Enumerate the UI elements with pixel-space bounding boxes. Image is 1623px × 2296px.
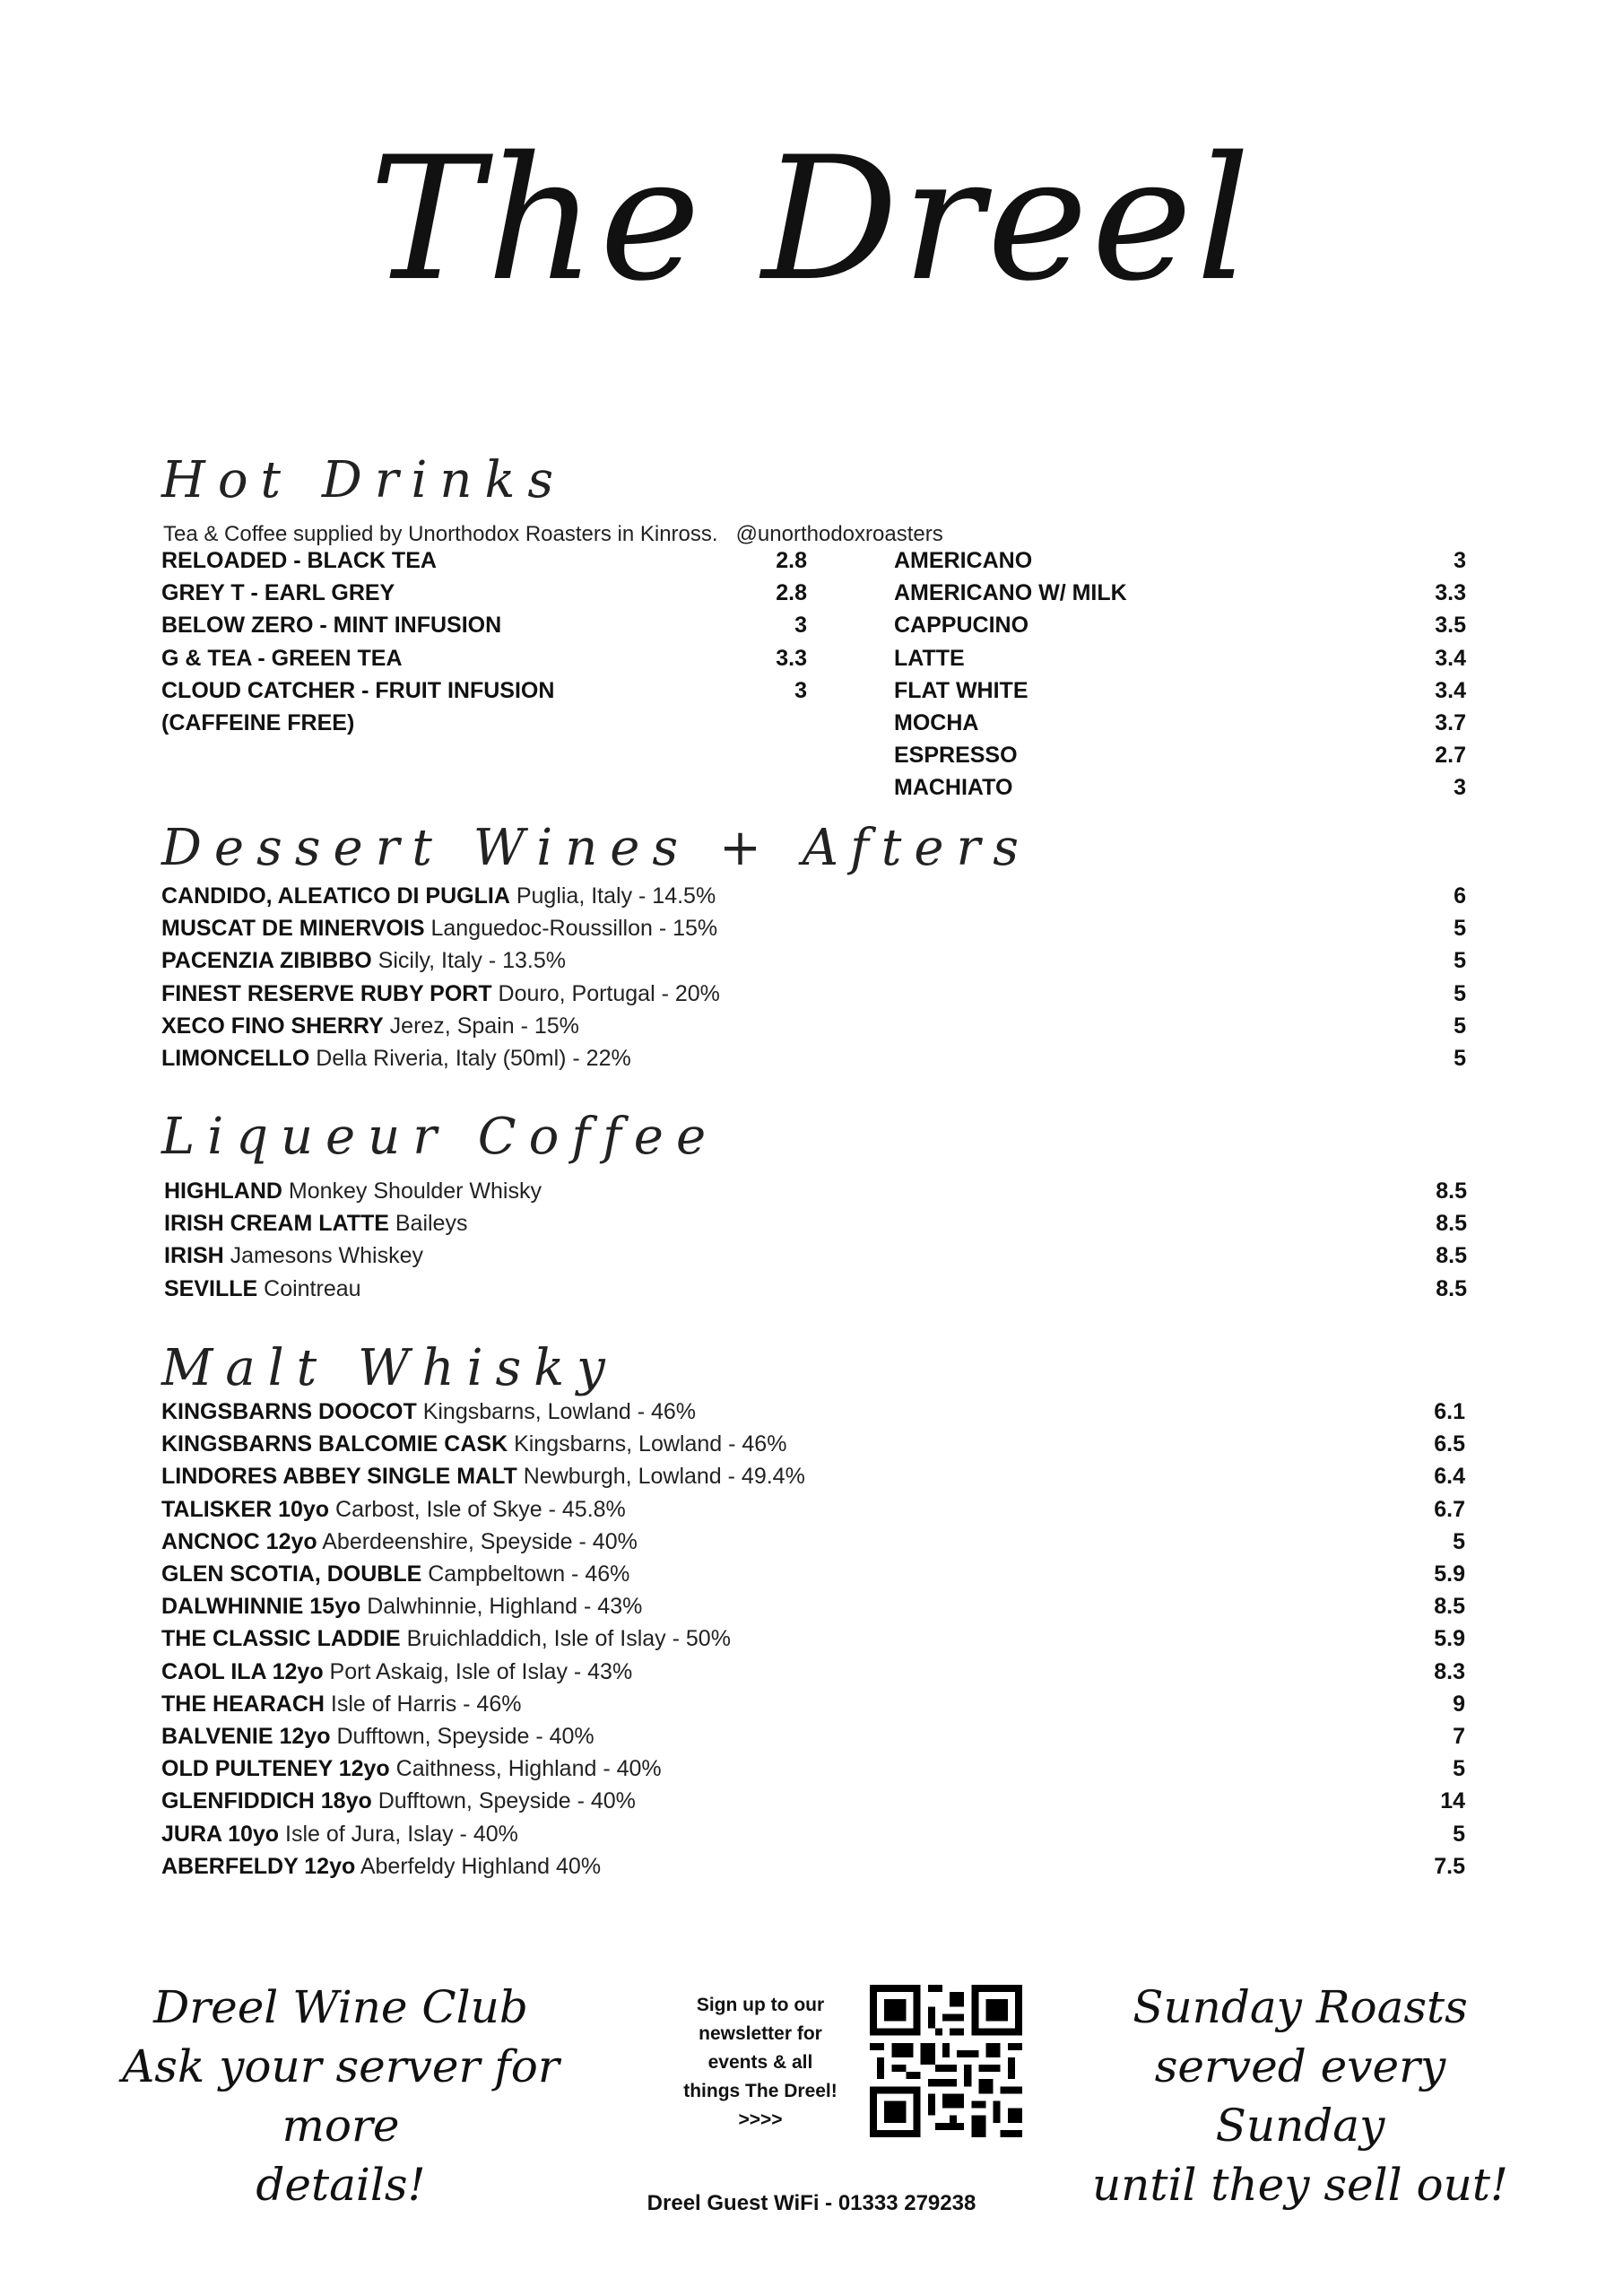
menu-item-label [894, 771, 1012, 804]
menu-item-price: 9 [1453, 1691, 1465, 1717]
menu-item-name: CAPPUCINO [894, 613, 1029, 639]
menu-item [894, 771, 1466, 804]
menu-item-label [161, 1558, 629, 1590]
menu-item-name: MOCHA [894, 710, 979, 735]
menu-item-description: Bruichladdich, Isle of Islay - 50% [406, 1626, 731, 1652]
menu-item-description: Newburgh, Lowland - 49.4% [523, 1464, 805, 1490]
menu-item-name: THE HEARACH [161, 1691, 325, 1717]
menu-item-name: XECO FINO SHERRY [161, 1013, 384, 1039]
menu-item [894, 577, 1466, 609]
menu-item-name: DALWHINNIE 15yo [161, 1594, 361, 1620]
menu-item-name: MACHIATO [894, 775, 1013, 801]
menu-item-name: HIGHLAND [164, 1178, 282, 1204]
menu-item-label [164, 1239, 423, 1272]
menu-item-name: GREY T - EARL GREY [161, 580, 395, 606]
menu-item [161, 674, 807, 707]
menu-item-description: Kingsbarns, Lowland - 46% [422, 1399, 697, 1424]
menu-item-label [161, 1590, 642, 1622]
guest-wifi-info: Dreel Guest WiFi - 01333 279238 [647, 2191, 976, 2215]
menu-item-description: Campbeltown - 46% [428, 1561, 630, 1587]
menu-item-name: (CAFFEINE FREE) [161, 710, 355, 735]
menu-item [161, 880, 1466, 912]
menu-item-price: 8.5 [1436, 1178, 1467, 1204]
menu-item-price: 3.4 [1435, 677, 1466, 703]
menu-item-name: LINDORES ABBEY SINGLE MALT [161, 1464, 517, 1490]
menu-item-name: GLENFIDDICH 18yo [161, 1788, 372, 1814]
menu-item-price: 14 [1440, 1788, 1465, 1814]
menu-item-name: G & TEA - GREEN TEA [161, 645, 403, 671]
menu-item-label [164, 1207, 467, 1239]
menu-item [161, 912, 1466, 944]
menu-item-price: 6.4 [1434, 1464, 1465, 1490]
menu-item [894, 707, 1466, 739]
menu-item-price: 5 [1454, 1013, 1466, 1039]
menu-item-name: ESPRESSO [894, 743, 1018, 769]
menu-item-label [161, 880, 716, 912]
menu-item-description: Aberfeldy Highland 40% [360, 1853, 602, 1879]
menu-item-label [161, 1042, 631, 1074]
menu-item-label [161, 1850, 601, 1883]
menu-item-price: 5 [1453, 1756, 1465, 1782]
menu-item-name: BALVENIE 12yo [161, 1724, 331, 1749]
menu-item-name: CANDIDO, ALEATICO DI PUGLIA [161, 883, 510, 909]
menu-item [161, 1720, 1465, 1752]
menu-item [894, 674, 1466, 707]
menu-item-description: Carbost, Isle of Skye - 45.8% [335, 1496, 626, 1522]
menu-item-label [894, 642, 965, 674]
menu-item-description: Jamesons Whiskey [230, 1243, 423, 1269]
menu-item [161, 978, 1466, 1010]
menu-item-price: 3.3 [776, 645, 807, 671]
menu-item-name: SEVILLE [164, 1275, 258, 1301]
menu-item-label [161, 707, 354, 739]
menu-item-price: 8.5 [1436, 1275, 1467, 1301]
menu-item-price: 7.5 [1434, 1853, 1465, 1879]
sunday-line: Sunday Roasts [1133, 1981, 1468, 2033]
menu-item-description: Sicily, Italy - 13.5% [378, 948, 566, 974]
menu-item-description: Isle of Harris - 46% [330, 1691, 522, 1717]
menu-item-price: 6 [1454, 883, 1466, 909]
menu-item [161, 1460, 1465, 1492]
menu-item-name: JURA 10yo [161, 1821, 280, 1847]
menu-item-description: Dufftown, Speyside - 40% [336, 1724, 595, 1749]
menu-item-price: 3.4 [1435, 645, 1466, 671]
menu-item [164, 1273, 1467, 1305]
menu-item [161, 577, 807, 609]
menu-item-description: Puglia, Italy - 14.5% [516, 883, 716, 909]
menu-item [161, 1428, 1465, 1460]
menu-item [161, 544, 807, 577]
menu-item-label [161, 1622, 731, 1655]
menu-item-description: Dufftown, Speyside - 40% [378, 1788, 636, 1814]
menu-item [894, 739, 1466, 771]
menu-item-label [894, 739, 1018, 771]
menu-item-name: CLOUD CATCHER - FRUIT INFUSION [161, 677, 555, 703]
menu-item-description: Dalwhinnie, Highland - 43% [367, 1594, 643, 1620]
menu-item-label [161, 1010, 579, 1042]
menu-item [161, 1752, 1465, 1785]
menu-item [161, 1688, 1465, 1720]
menu-item-name: IRISH [164, 1243, 224, 1269]
menu-item-price: 5 [1454, 948, 1466, 974]
dessert-wines-heading: Dessert Wines + Afters [161, 819, 1032, 877]
newsletter-line: newsletter for [699, 2023, 822, 2044]
menu-item [164, 1239, 1467, 1272]
menu-item-label [161, 978, 720, 1010]
menu-item-description: Kingsbarns, Lowland - 46% [514, 1431, 787, 1457]
newsletter-note [671, 1991, 850, 2135]
sunday-line: until they sell out! [1091, 2159, 1508, 2211]
menu-item-label [161, 1396, 696, 1428]
menu-item-label [161, 1785, 636, 1817]
menu-item [161, 1590, 1465, 1622]
menu-item [161, 1042, 1466, 1074]
menu-item-name: RELOADED - BLACK TEA [161, 548, 437, 573]
menu-item-name: OLD PULTENEY 12yo [161, 1756, 390, 1782]
menu-item-label [161, 1688, 521, 1720]
menu-item-description: Douro, Portugal - 20% [498, 980, 720, 1006]
menu-item-name: BELOW ZERO - MINT INFUSION [161, 613, 502, 639]
newsletter-line: things The Dreel! [683, 2081, 838, 2101]
menu-item-name: CAOL ILA 12yo [161, 1658, 324, 1684]
menu-item [161, 1622, 1465, 1655]
menu-item [161, 1558, 1465, 1590]
menu-item-price: 6.1 [1434, 1399, 1465, 1424]
menu-item-price: 7 [1453, 1724, 1465, 1749]
menu-item-price: 8.5 [1434, 1594, 1465, 1620]
menu-item-name: FINEST RESERVE RUBY PORT [161, 980, 492, 1006]
menu-item-description: Caithness, Highland - 40% [395, 1756, 662, 1782]
menu-item-name: KINGSBARNS BALCOMIE CASK [161, 1431, 508, 1457]
menu-item-description: Cointreau [264, 1275, 361, 1301]
wine-club-note [117, 1978, 565, 2214]
menu-item [161, 1818, 1465, 1850]
menu-item-price: 8.5 [1436, 1211, 1467, 1237]
menu-item-price: 3 [1454, 548, 1466, 573]
menu-item-description: Isle of Jura, Islay - 40% [285, 1821, 518, 1847]
wine-club-line: Dreel Wine Club [153, 1981, 528, 2033]
menu-item-name: PACENZIA ZIBIBBO [161, 948, 372, 974]
hot-drinks-subtitle [163, 522, 943, 547]
menu-item-description: Jerez, Spain - 15% [389, 1013, 579, 1039]
liqueur-coffee-heading: Liqueur Coffee [161, 1108, 719, 1166]
menu-item-price: 5 [1454, 1046, 1466, 1071]
menu-item-price: 5 [1454, 916, 1466, 942]
menu-item-label [161, 1428, 786, 1460]
menu-item [161, 609, 807, 641]
menu-item-label [164, 1175, 542, 1207]
menu-item-price: 5 [1453, 1821, 1465, 1847]
menu-item-label [161, 1493, 626, 1526]
menu-item [894, 642, 1466, 674]
newsletter-line: >>>> [738, 2109, 783, 2130]
menu-item-description: Aberdeenshire, Speyside - 40% [322, 1528, 638, 1554]
menu-item [164, 1207, 1467, 1239]
menu-item-price: 5 [1453, 1528, 1465, 1554]
sunday-roast-note [1067, 1978, 1533, 2214]
menu-item-label [161, 609, 501, 641]
menu-item-label [894, 674, 1028, 707]
menu-item-price: 3.5 [1435, 613, 1466, 639]
menu-item [161, 944, 1466, 977]
menu-item-description: Port Askaig, Isle of Islay - 43% [329, 1658, 633, 1684]
supplier-handle: @unorthodoxroasters [735, 522, 943, 546]
menu-item-label [161, 1720, 595, 1752]
supplier-note: Tea & Coffee supplied by Unorthodox Roasters in Kinross. [163, 522, 718, 546]
menu-item-price: 5 [1454, 980, 1466, 1006]
menu-item-label [161, 1818, 518, 1850]
menu-item-price: 6.7 [1434, 1496, 1465, 1522]
menu-item-name: IRISH CREAM LATTE [164, 1211, 389, 1237]
menu-item-price: 8.5 [1436, 1243, 1467, 1269]
menu-item-label [161, 1752, 662, 1785]
menu-item-name: FLAT WHITE [894, 677, 1028, 703]
menu-item-name: ANCNOC 12yo [161, 1528, 317, 1554]
menu-item [161, 1785, 1465, 1817]
menu-item-name: MUSCAT DE MINERVOIS [161, 916, 425, 942]
menu-item-label [161, 674, 554, 707]
menu-title: The Dreel [369, 120, 1254, 318]
menu-item-name: GLEN SCOTIA, DOUBLE [161, 1561, 422, 1587]
menu-item-description: Baileys [395, 1211, 468, 1237]
menu-item-description: Della Riveria, Italy (50ml) - 22% [316, 1046, 631, 1071]
menu-item-label [161, 912, 717, 944]
wine-club-line: details! [256, 2159, 426, 2211]
menu-item-label [894, 544, 1032, 577]
sunday-line: served every Sunday [1154, 2040, 1446, 2152]
menu-item-name: TALISKER 10yo [161, 1496, 330, 1522]
newsletter-line: events & all [707, 2052, 813, 2073]
menu-item-label [161, 1656, 632, 1688]
menu-item-price: 2.8 [776, 580, 807, 606]
menu-item-name: ABERFELDY 12yo [161, 1853, 356, 1879]
menu-item-label [161, 944, 566, 977]
menu-item [161, 707, 807, 739]
menu-item-price: 5.9 [1434, 1561, 1465, 1587]
menu-item [894, 609, 1466, 641]
menu-item-price: 3.7 [1435, 710, 1466, 735]
menu-item-label [894, 577, 1127, 609]
menu-item-label [161, 544, 437, 577]
menu-item [161, 1396, 1465, 1428]
hot-drinks-heading: Hot Drinks [161, 451, 567, 509]
menu-item [161, 1493, 1465, 1526]
newsletter-qr-code[interactable] [870, 1985, 1022, 2137]
menu-item-price: 5.9 [1434, 1626, 1465, 1652]
menu-item-price: 2.8 [776, 548, 807, 573]
menu-item-label [161, 1526, 638, 1558]
menu-item [161, 1010, 1466, 1042]
menu-item-price: 8.3 [1434, 1658, 1465, 1684]
menu-item-price: 3 [1454, 775, 1466, 801]
menu-item-name: LIMONCELLO [161, 1046, 310, 1071]
menu-item-price: 3 [794, 613, 807, 639]
menu-item [161, 642, 807, 674]
menu-item-price: 2.7 [1435, 743, 1466, 769]
menu-item-label [161, 577, 395, 609]
newsletter-line: Sign up to our [696, 1995, 825, 2015]
menu-item [161, 1526, 1465, 1558]
menu-item-name: KINGSBARNS DOOCOT [161, 1399, 417, 1424]
menu-item-price: 3 [794, 677, 807, 703]
malt-whisky-heading: Malt Whisky [161, 1339, 618, 1397]
menu-item-price: 3.3 [1435, 580, 1466, 606]
menu-item [161, 1850, 1465, 1883]
menu-item-description: Languedoc-Roussillon - 15% [430, 916, 718, 942]
menu-item-label [161, 1460, 805, 1492]
menu-item-label [894, 609, 1028, 641]
menu-item-price: 6.5 [1434, 1431, 1465, 1457]
menu-item-label [894, 707, 978, 739]
menu-item-label [161, 642, 403, 674]
menu-item [161, 1656, 1465, 1688]
menu-item-description: Monkey Shoulder Whisky [288, 1178, 542, 1204]
menu-item-name: LATTE [894, 645, 965, 671]
menu-item [164, 1175, 1467, 1207]
menu-item-name: AMERICANO [894, 548, 1033, 573]
menu-item [894, 544, 1466, 577]
menu-item-name: AMERICANO W/ MILK [894, 580, 1127, 606]
menu-item-name: THE CLASSIC LADDIE [161, 1626, 401, 1652]
menu-item-label [164, 1273, 361, 1305]
wine-club-line: Ask your server for more [122, 2040, 560, 2152]
